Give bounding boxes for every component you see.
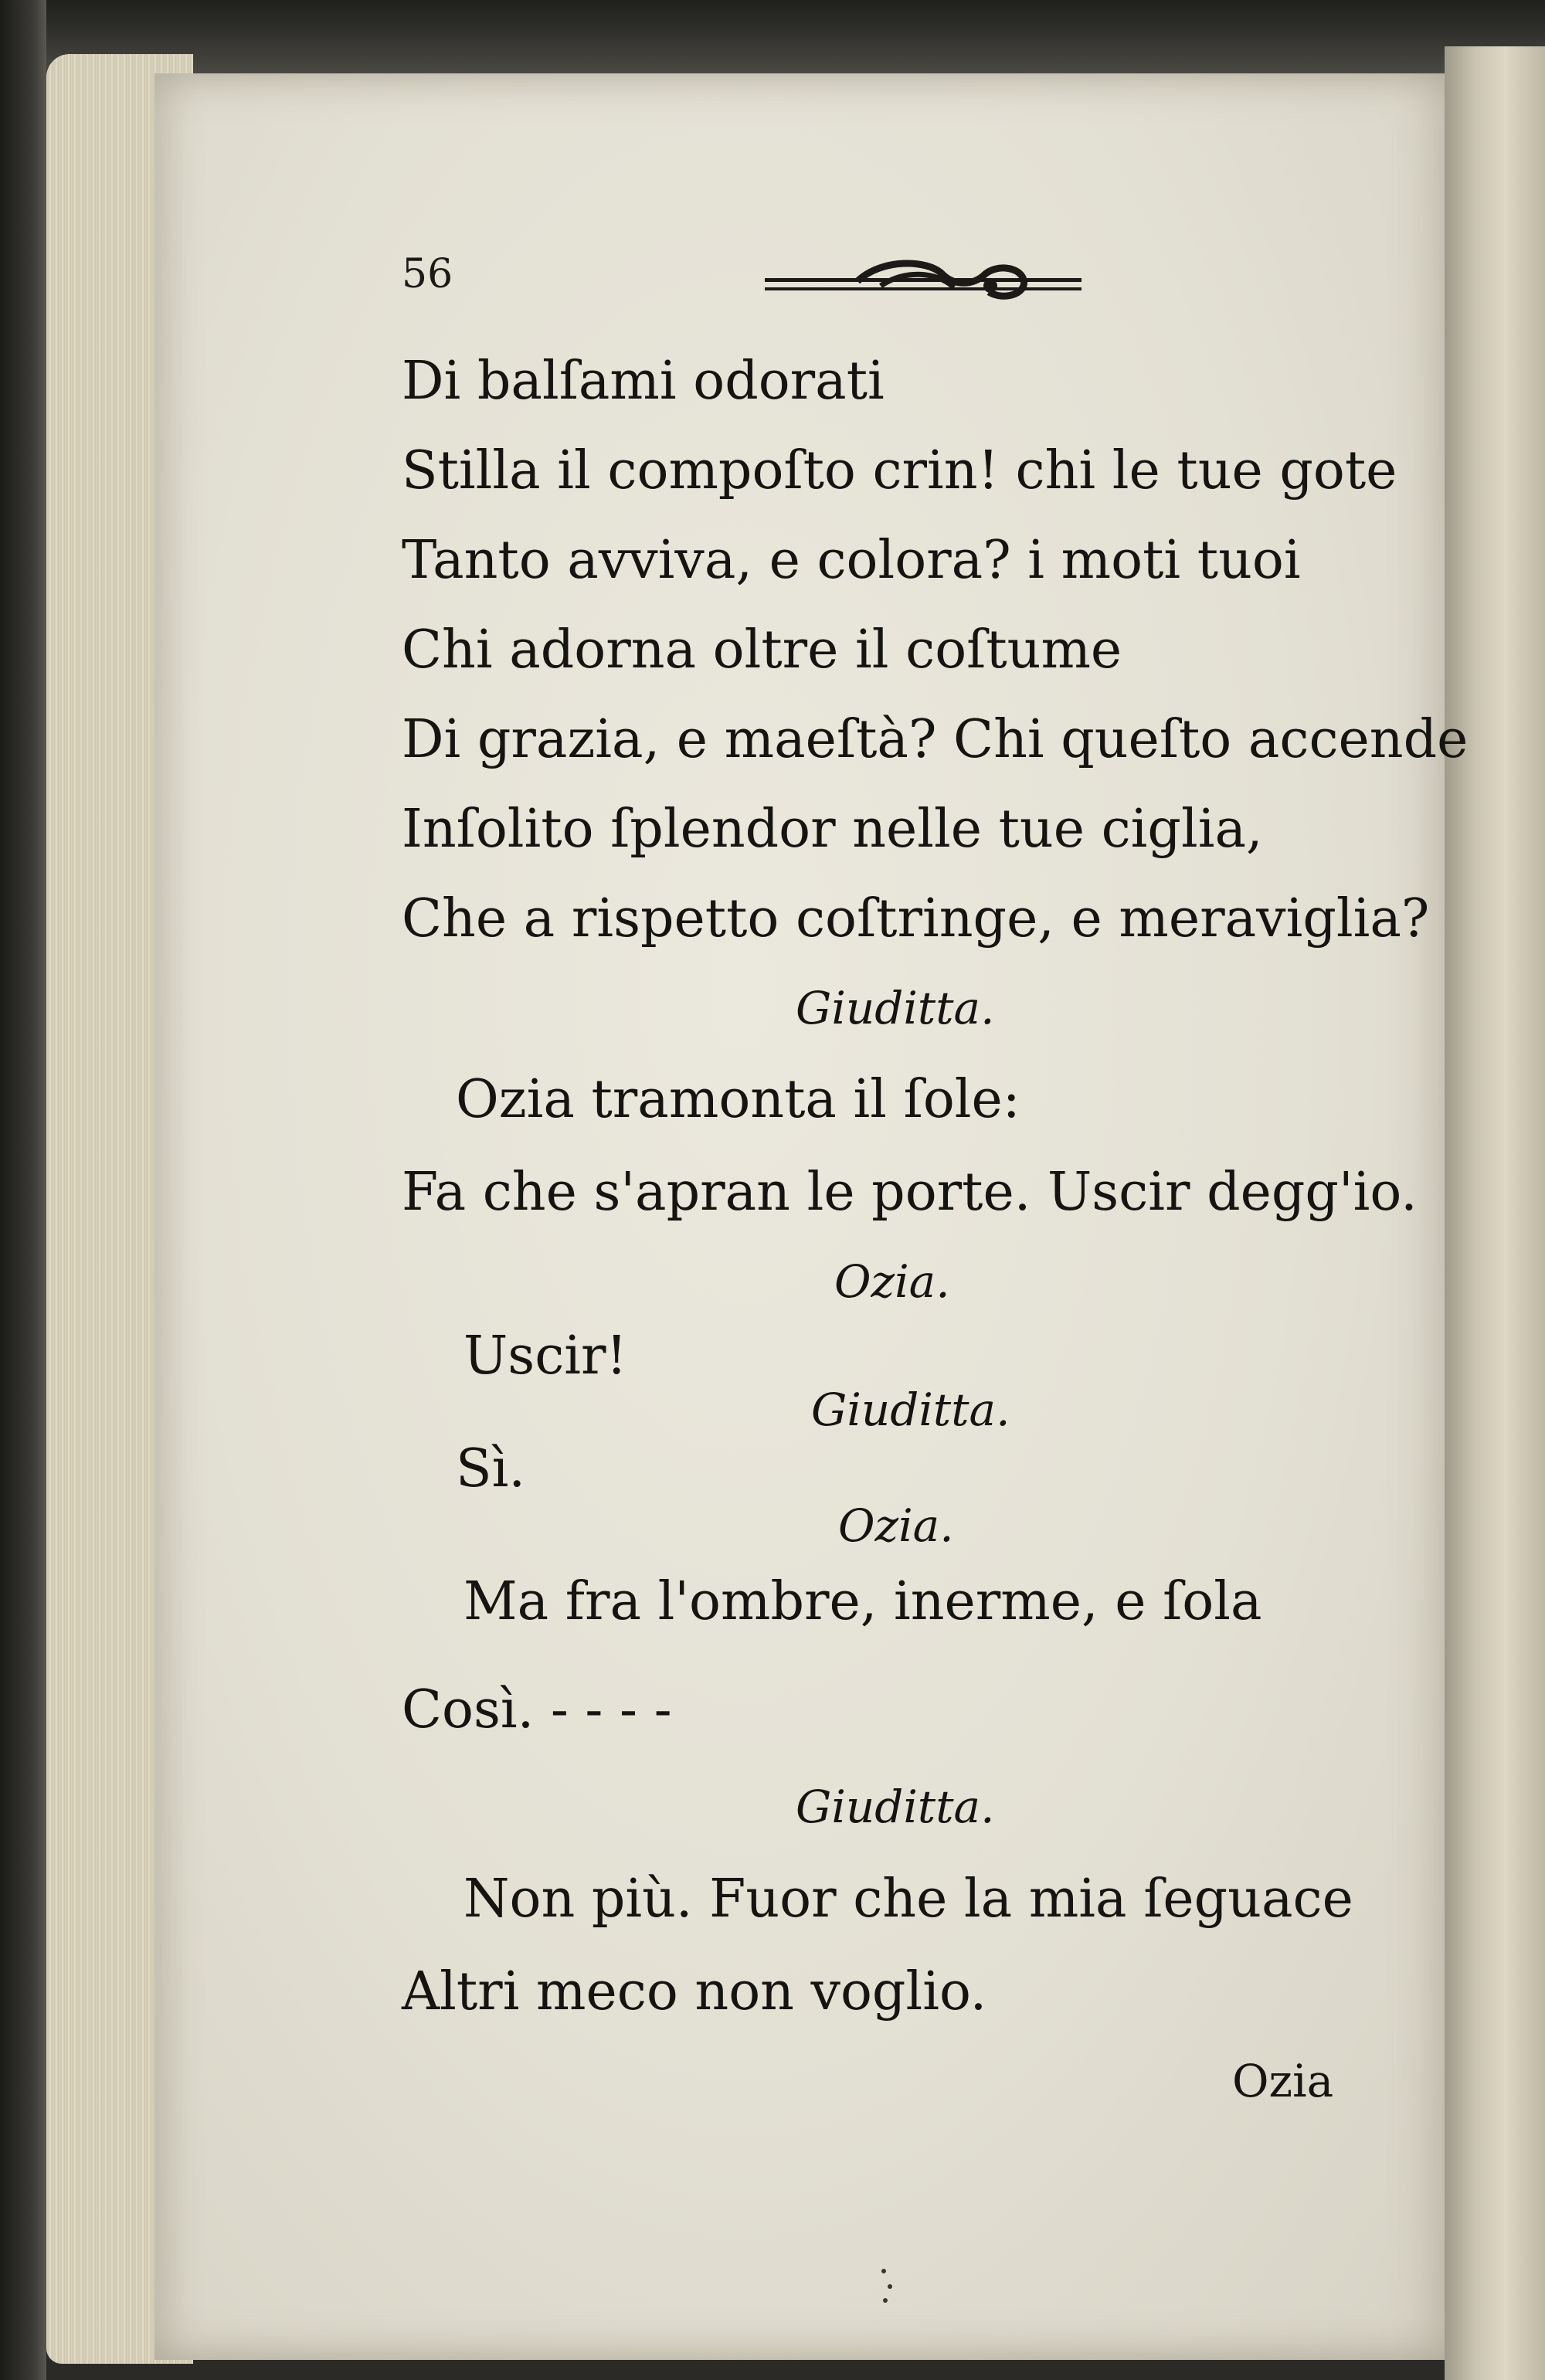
text-line: Tanto avviva, e colora? i moti tuoi: [402, 530, 1301, 591]
speaker-name: Giuditta.: [811, 1384, 1010, 1436]
catchword: Ozia: [1232, 2055, 1334, 2107]
speaker-name: Ozia.: [838, 1499, 954, 1552]
text-line: Chi adorna oltre il coſtume: [402, 620, 1122, 681]
speaker-name: Giuditta.: [796, 982, 995, 1034]
text-line: Fa che s'apran le porte. Uscir degg'io.: [402, 1162, 1418, 1223]
text-line: Uscir!: [464, 1326, 627, 1387]
text-line: Altri meco non voglio.: [402, 1961, 987, 2022]
book-binding-left: [0, 0, 46, 2380]
text-line: Che a rispetto coſtringe, e meraviglia?: [402, 888, 1430, 949]
text-line: Non più. Fuor che la mia ſeguace: [464, 1869, 1353, 1930]
text-line: Inſolito ſplendor nelle tue ciglia,: [402, 799, 1263, 860]
book-binding-top: [0, 0, 1545, 85]
page-number: 56: [402, 251, 453, 297]
speaker-name: Giuditta.: [796, 1781, 995, 1833]
text-line: Ozia tramonta il ſole:: [456, 1069, 1020, 1130]
text-line: Di grazia, e maeſtà? Chi queſto accende: [402, 709, 1469, 770]
scroll-ornament-icon: [765, 255, 1082, 309]
speaker-name: Ozia.: [834, 1255, 950, 1308]
text-line: Sì.: [456, 1438, 525, 1499]
text-line: Ma fra l'ombre, inerme, e ſola: [464, 1571, 1262, 1632]
text-line: Di balſami odorati: [402, 351, 885, 412]
text-line: Stilla il compoſto crin! chi le tue gote: [402, 440, 1397, 501]
ink-mark-icon: [873, 2263, 904, 2310]
page-gutter: [1445, 46, 1545, 2380]
page-header: [402, 251, 1097, 328]
text-line: Così. - - - -: [402, 1679, 672, 1740]
